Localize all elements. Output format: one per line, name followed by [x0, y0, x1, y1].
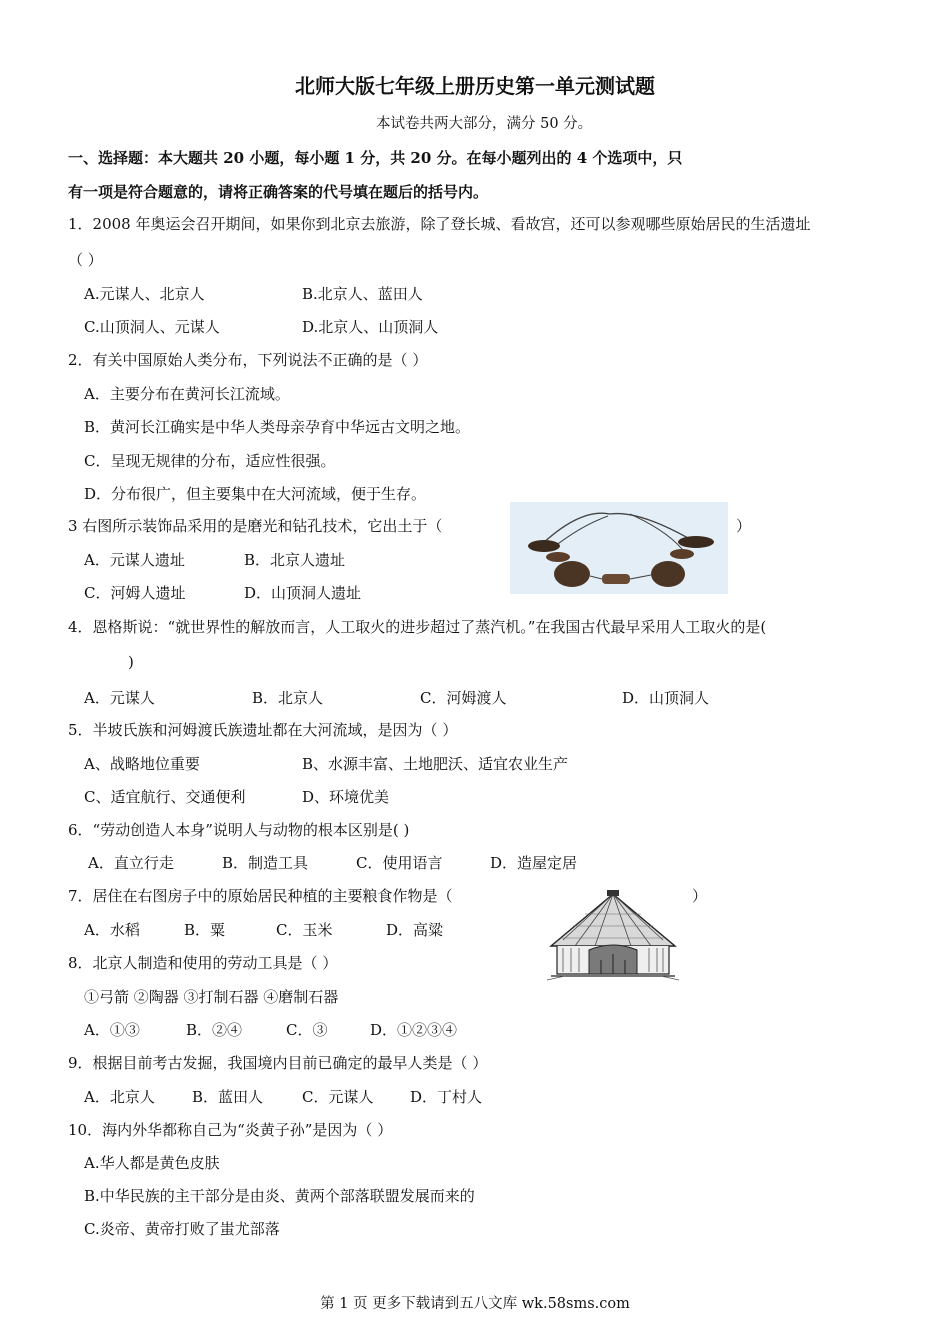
section-heading-line1: 一、选择题：本大题共 20 小题，每小题 1 分，共 20 分。在每小题列出的 4 个选项中，只 — [68, 149, 683, 167]
q3-option-d: D．山顶洞人遗址 — [244, 584, 362, 602]
q4-close-paren: ) — [128, 653, 134, 671]
q4-option-a: A．元谋人 — [84, 689, 155, 707]
q5-option-a: A、战略地位重要 — [84, 755, 200, 773]
q8-option-a: A．①③ — [84, 1021, 140, 1039]
q8-option-d: D．①②③④ — [370, 1021, 458, 1039]
q7-close-paren: ） — [692, 887, 708, 905]
ornament-necklace-image — [510, 502, 728, 594]
q8-option-c: C．③ — [286, 1021, 328, 1039]
q8-items: ①弓箭 ②陶器 ③打制石器 ④磨制石器 — [84, 988, 339, 1006]
page-footer: 第 1 页 更多下载请到五八文库 wk.58sms.com — [320, 1296, 630, 1312]
q9-option-c: C．元谋人 — [302, 1088, 374, 1106]
q6-option-a: A．直立行走 — [88, 854, 174, 872]
section-heading-line2: 有一项是符合题意的，请将正确答案的代号填在题后的括号内。 — [68, 183, 489, 201]
q2-option-a: A．主要分布在黄河长江流域。 — [84, 385, 290, 403]
q3-close-paren: ） — [736, 517, 752, 535]
q3-stem: 3 右图所示装饰品采用的是磨光和钻孔技术，它出土于（ — [68, 517, 443, 535]
q5-stem: 5．半坡氏族和河姆渡氏族遗址都在大河流域，是因为（ ） — [68, 721, 458, 739]
q9-option-b: B．蓝田人 — [192, 1088, 264, 1106]
q10-stem: 10．海内外华都称自己为“炎黄子孙”是因为（ ） — [68, 1121, 393, 1139]
q2-option-d: D．分布很广，但主要集中在大河流域，便于生存。 — [84, 485, 427, 503]
q7-option-d: D．高粱 — [386, 921, 444, 939]
q7-stem: 7．居住在右图房子中的原始居民种植的主要粮食作物是（ — [68, 887, 453, 905]
exam-subtitle: 本试卷共两大部分，满分 50 分。 — [376, 116, 593, 132]
q9-option-d: D．丁村人 — [410, 1088, 483, 1106]
q7-option-a: A．水稻 — [84, 921, 140, 939]
q4-option-c: C．河姆渡人 — [420, 689, 507, 707]
q4-stem: 4．恩格斯说：“就世界性的解放而言，人工取火的进步超过了蒸汽机。”在我国古代最早采用人工取火的是( — [68, 618, 767, 636]
necklace-icon — [510, 502, 728, 594]
q1-option-a: A.元谋人、北京人 — [84, 285, 205, 303]
q1-answer-paren: （ ） — [68, 251, 103, 269]
q7-option-c: C．玉米 — [276, 921, 333, 939]
q1-option-c: C.山顶洞人、元谋人 — [84, 318, 220, 336]
q5-option-d: D、环境优美 — [302, 788, 390, 806]
hut-icon — [545, 890, 681, 984]
page-title: 北师大版七年级上册历史第一单元测试题 — [295, 74, 655, 98]
q2-option-c: C．呈现无规律的分布，适应性很强。 — [84, 452, 336, 470]
thatched-hut-image — [545, 890, 681, 984]
q8-option-b: B．②④ — [186, 1021, 243, 1039]
q3-option-b: B．北京人遗址 — [244, 551, 346, 569]
q5-option-b: B、水源丰富、土地肥沃、适宜农业生产 — [302, 755, 569, 773]
q9-stem: 9．根据目前考古发掘，我国境内目前已确定的最早人类是（ ） — [68, 1054, 488, 1072]
q6-option-b: B．制造工具 — [222, 854, 309, 872]
q8-stem: 8．北京人制造和使用的劳动工具是（ ） — [68, 954, 338, 972]
q2-option-b: B．黄河长江确实是中华人类母亲孕育中华远古文明之地。 — [84, 418, 471, 436]
q10-option-a: A.华人都是黄色皮肤 — [84, 1154, 220, 1172]
q6-option-c: C．使用语言 — [356, 854, 443, 872]
q4-option-b: B．北京人 — [252, 689, 324, 707]
q2-stem: 2．有关中国原始人类分布，下列说法不正确的是（ ） — [68, 351, 428, 369]
q1-option-d: D.北京人、山顶洞人 — [302, 318, 439, 336]
q7-option-b: B．粟 — [184, 921, 226, 939]
q1-stem: 1．2008 年奥运会召开期间，如果你到北京去旅游，除了登长城、看故宫，还可以参观哪些原始居民的生活遗址 — [68, 215, 811, 233]
q9-option-a: A．北京人 — [84, 1088, 155, 1106]
q10-option-c: C.炎帝、黄帝打败了蚩尤部落 — [84, 1220, 280, 1238]
q3-option-c: C．河姆人遗址 — [84, 584, 186, 602]
q4-option-d: D．山顶洞人 — [622, 689, 710, 707]
q6-stem: 6．“劳动创造人本身”说明人与动物的根本区别是( ) — [68, 821, 410, 839]
q1-option-b: B.北京人、蓝田人 — [302, 285, 423, 303]
q5-option-c: C、适宜航行、交通便利 — [84, 788, 246, 806]
q3-option-a: A．元谋人遗址 — [84, 551, 185, 569]
q6-option-d: D．造屋定居 — [490, 854, 578, 872]
q10-option-b: B.中华民族的主干部分是由炎、黄两个部落联盟发展而来的 — [84, 1187, 475, 1205]
